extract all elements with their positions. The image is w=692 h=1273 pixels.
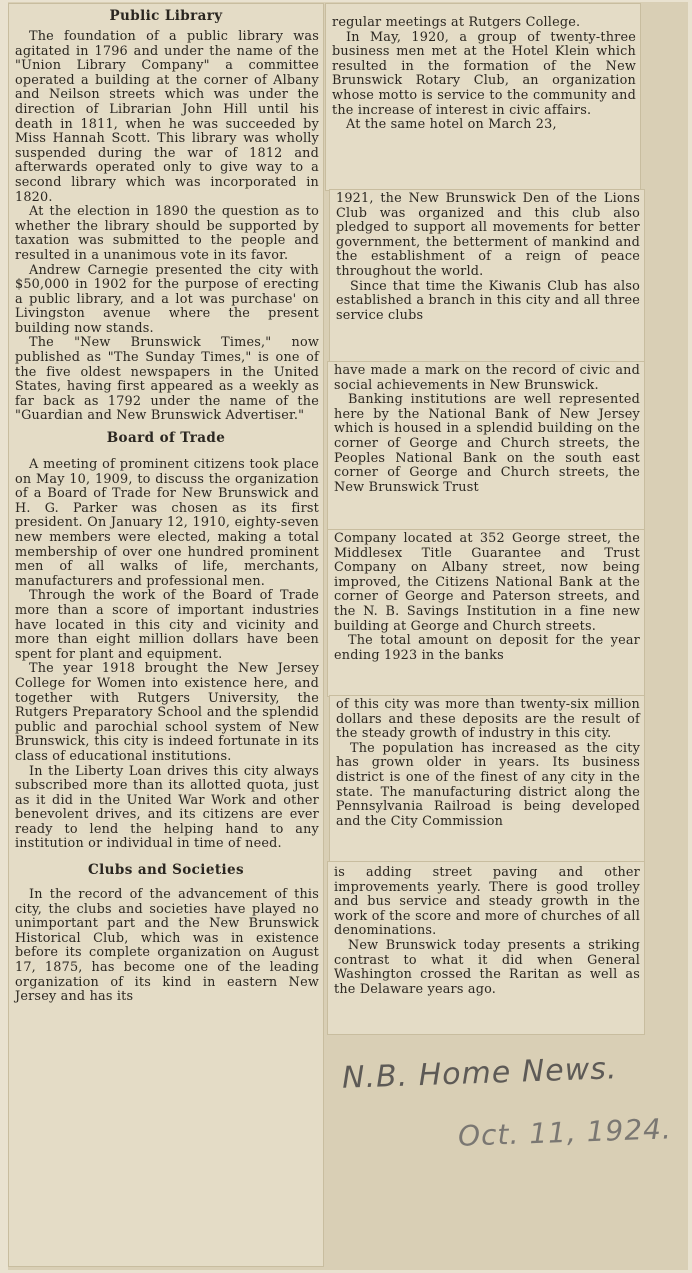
- right-clipping-1: [326, 4, 640, 190]
- paragraph-rutgers-meetings: regular meetings at Rutgers College.: [332, 15, 581, 30]
- paragraph-election-1890: At the election in 1890 the question as to whether the library should be supported by taxation was submitted to the people and resulted in a unanimous vote in its favor.: [15, 204, 319, 263]
- paragraph-civic-record: have made a mark on the record of civic and social achievements in New Brunswick.: [334, 363, 640, 393]
- right-clipping-6: [328, 862, 644, 1034]
- paragraph-banking-institutions: Banking institutions are well represented here by the National Bank of New Jersey which is housed in a splendid building on the corner of George and Church streets, the Peoples National Bank on the south east corner of George and Church streets, the New Brunswick Trust: [334, 392, 640, 495]
- heading-public-library: Public Library: [109, 8, 223, 24]
- paragraph-washington-contrast: New Brunswick today presents a striking contrast to what it did when General Washington crossed the Raritan as well as the Delaware years ago.: [334, 937, 640, 997]
- paragraph-liberty-loan: In the Liberty Loan drives this city always subscribed more than its allotted quota, just as it did in the United War Work and other benevolent drives, and its citizens are ever ready to lend the helping hand to any institution or individual in time of need.: [15, 763, 319, 852]
- paragraph-industries: Through the work of the Board of Trade more than a score of important industries have located in this city and vicinity and more than eight million dollars have been spent for plant and equipment.: [15, 588, 319, 662]
- right-clipping-2: [330, 190, 644, 362]
- handwritten-source-note: N.B. Home News.: [341, 1051, 618, 1096]
- paragraph-same-hotel: At the same hotel on March 23,: [346, 117, 557, 133]
- paragraph-kiwanis-club: Since that time the Kiwanis Club has also established a branch in this city and all three service clubs: [336, 278, 640, 323]
- paragraph-population: The population has increased as the city has grown older in years. Its business district is one of the finest of any city in the state. The manufacturing district along the Pennsylvania Railroad is being developed and the City Commission: [336, 740, 640, 829]
- paragraph-deposits-growth: of this city was more than twenty-six million dollars and these deposits are the result of the steady growth of industry in this city.: [336, 697, 640, 742]
- paragraph-new-brunswick-times: The "New Brunswick Times," now published as "The Sunday Times," is one of the five oldest newspapers in the United States, having first appeared as a weekly as far back as 1792 under the name of the "Guardian and New Brunswick Advertiser.": [15, 335, 319, 424]
- paragraph-lions-club: 1921, the New Brunswick Den of the Lions Club was organized and this club also pledged to support all movements for better government, the betterment of mankind and the establishment of a reign of peace throughout the world.: [336, 191, 640, 279]
- paragraph-college-for-women: The year 1918 brought the New Jersey College for Women into existence here, and together with Rutgers University, the Rutgers Preparatory School and the splendid public and parochial school system of New Brunswick, this city is indeed fortunate in its class of educational institutions.: [15, 661, 319, 764]
- left-column-clipping: [9, 4, 323, 1266]
- paragraph-deposit-total: The total amount on deposit for the year ending 1923 in the banks: [334, 633, 640, 663]
- paragraph-trust-companies: Company located at 352 George street, the Middlesex Title Guarantee and Trust Company on Albany street, now being improved, the Citizens National Bank at the corner of George and Paterson streets, and the N. B. Savings Institution in a fine new building at George and Church streets.: [334, 531, 640, 634]
- paragraph-carnegie: Andrew Carnegie presented the city with $50,000 in 1902 for the purpose of erecting a public library, and a lot was purchase' on Livingston avenue where the present building now stands.: [15, 262, 319, 336]
- paragraph-historical-club: In the record of the advancement of this city, the clubs and societies have played no unimportant part and the New Brunswick Historical Club, which was in existence before its complete organization on August 17, 1875, has become one of the leading organization of its kind in eastern New Jersey and has its: [15, 887, 319, 1005]
- right-clipping-5: [330, 696, 644, 862]
- right-clipping-3: [328, 362, 644, 530]
- paragraph-library-foundation: The foundation of a public library was agitated in 1796 and under the name of the "Union Library Company" a committee operated a building at the corner of Albany and Neilson streets which was under the direction of Librarian John Hill until his death in 1811, when he was succeeded by Miss Hannah Scott. This library was wholly suspended during the war of 1812 and afterwards operated only to give way to a second library which was incorporated in 1820.: [15, 29, 319, 205]
- right-clipping-4: [328, 530, 644, 696]
- paragraph-improvements: is adding street paving and other improvements yearly. There is good trolley and bus service and steady growth in the work of the score and more of churches of all denominations.: [334, 865, 640, 939]
- handwritten-date-note: Oct. 11, 1924.: [457, 1112, 673, 1153]
- heading-board-of-trade: Board of Trade: [106, 430, 226, 447]
- heading-clubs-and-societies: Clubs and Societies: [88, 862, 244, 879]
- paragraph-rotary-club: In May, 1920, a group of twenty-three business men met at the Hotel Klein which resulted in the formation of the New Brunswick Rotary Club, an organization whose motto is service to the community and the increase of interest in civic affairs.: [332, 29, 636, 118]
- paragraph-board-meeting: A meeting of prominent citizens took place on May 10, 1909, to discuss the organization of a Board of Trade for New Brunswick and H. G. Parker was chosen as its first president. On January 12, 1910, eighty-seven new members were elected, making a total membership of over one hundred prominent men of all walks of life, merchants, manufacturers and professional men.: [15, 457, 319, 589]
